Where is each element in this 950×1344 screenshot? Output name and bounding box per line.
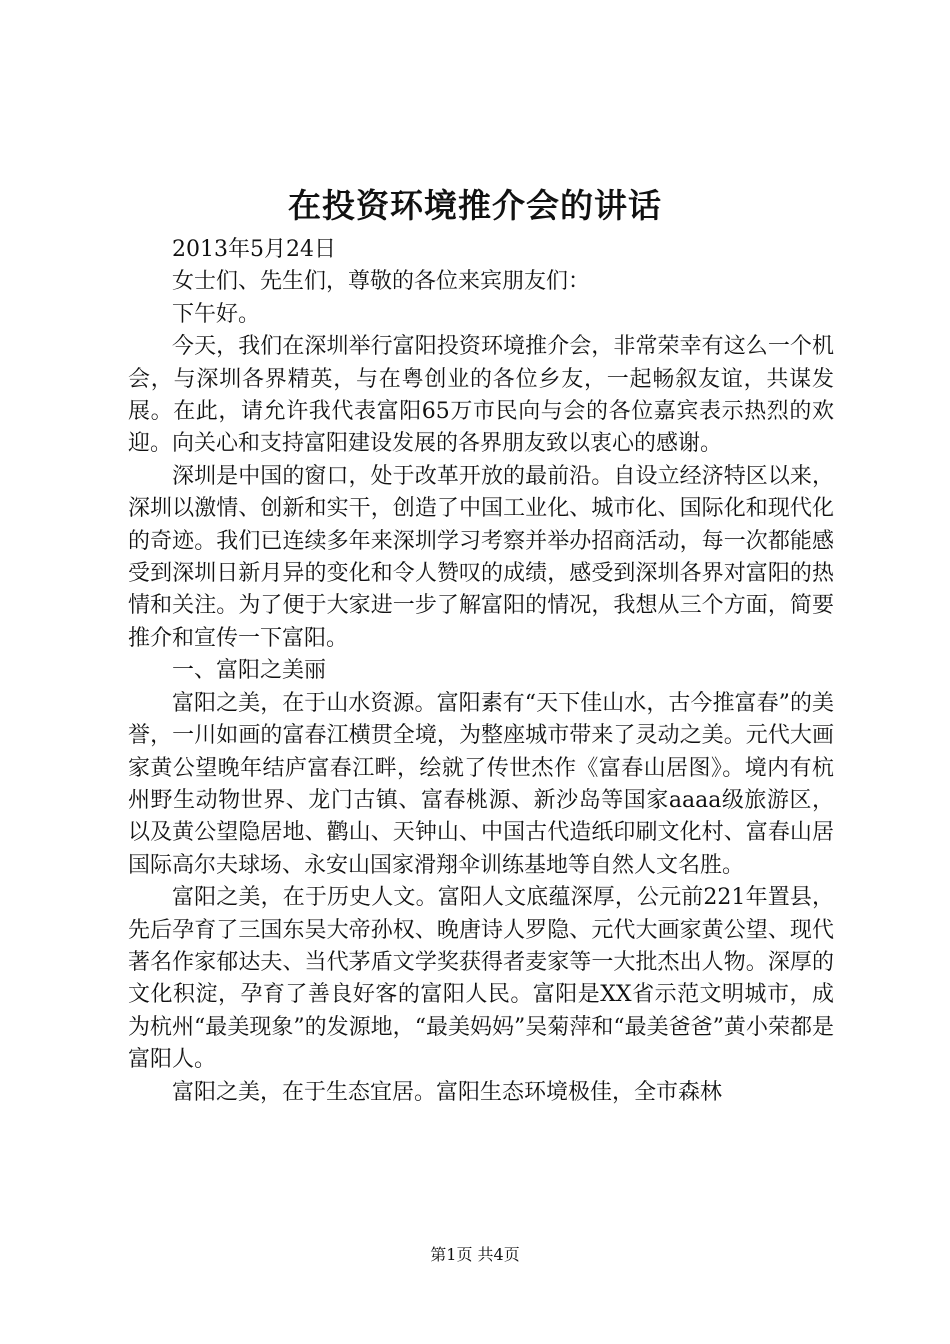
paragraph-history: 富阳之美，在于历史人文。富阳人文底蕴深厚，公元前221年置县，先后孕育了三国东吴大帝孙权、晚唐诗人罗隐、元代大画家黄公望、现代著名作家郁达夫、当代茅盾文学奖获得者麦家等一大批杰出人物。深厚的文化积淀，孕育了善良好客的富阳人民。富阳是XX省示范文明城市，成为杭州“最美现象”的发源地，“最美妈妈”吴菊萍和“最美爸爸”黄小荣都是富阳人。 [128, 885, 834, 1073]
paragraph-landscape: 富阳之美，在于山水资源。富阳素有“天下佳山水，古今推富春”的美誉，一川如画的富春江横贯全境，为整座城市带来了灵动之美。元代大画家黄公望晚年结庐富春江畔，绘就了传世杰作《富春山居图》。境内有杭州野生动物世界、龙门古镇、富春桃源、新沙岛等国家aaaa级旅游区，以及黄公望隐居地、鹳山、天钟山、中国古代造纸印刷文化村、富春山居国际高尔夫球场、永安山国家滑翔伞训练基地等自然人文名胜。 [128, 690, 834, 878]
date-line: 2013年5月24日 [172, 237, 336, 262]
page-number: 第1页 共4页 [430, 1245, 520, 1264]
paragraph-ecology: 富阳之美，在于生态宜居。富阳生态环境极佳，全市森林 [172, 1079, 723, 1105]
document-title: 在投资环境推介会的讲话 [288, 186, 662, 225]
greeting: 下午好。 [172, 301, 261, 327]
paragraph-intro: 今天，我们在深圳举行富阳投资环境推介会，非常荣幸有这么一个机会，与深圳各界精英，与在粤创业的各位乡友，一起畅叙友谊，共谋发展。在此，请允许我代表富阳65万市民向与会的各位嘉宾表示热烈的欢迎。向关心和支持富阳建设发展的各界朋友致以衷心的感谢。 [128, 334, 834, 457]
section-heading: 一、富阳之美丽 [172, 658, 327, 684]
document-body [128, 234, 834, 1109]
salutation: 女士们、先生们，尊敬的各位来宾朋友们： [172, 269, 591, 295]
paragraph-shenzhen: 深圳是中国的窗口，处于改革开放的最前沿。自设立经济特区以来，深圳以激情、创新和实干，创造了中国工业化、城市化、国际化和现代化的奇迹。我们已连续多年来深圳学习考察并举办招商活动，每一次都能感受到深圳日新月异的变化和令人赞叹的成绩，感受到深圳各界对富阳的热情和关注。为了便于大家进一步了解富阳的情况，我想从三个方面，简要推介和宣传一下富阳。 [128, 463, 834, 651]
